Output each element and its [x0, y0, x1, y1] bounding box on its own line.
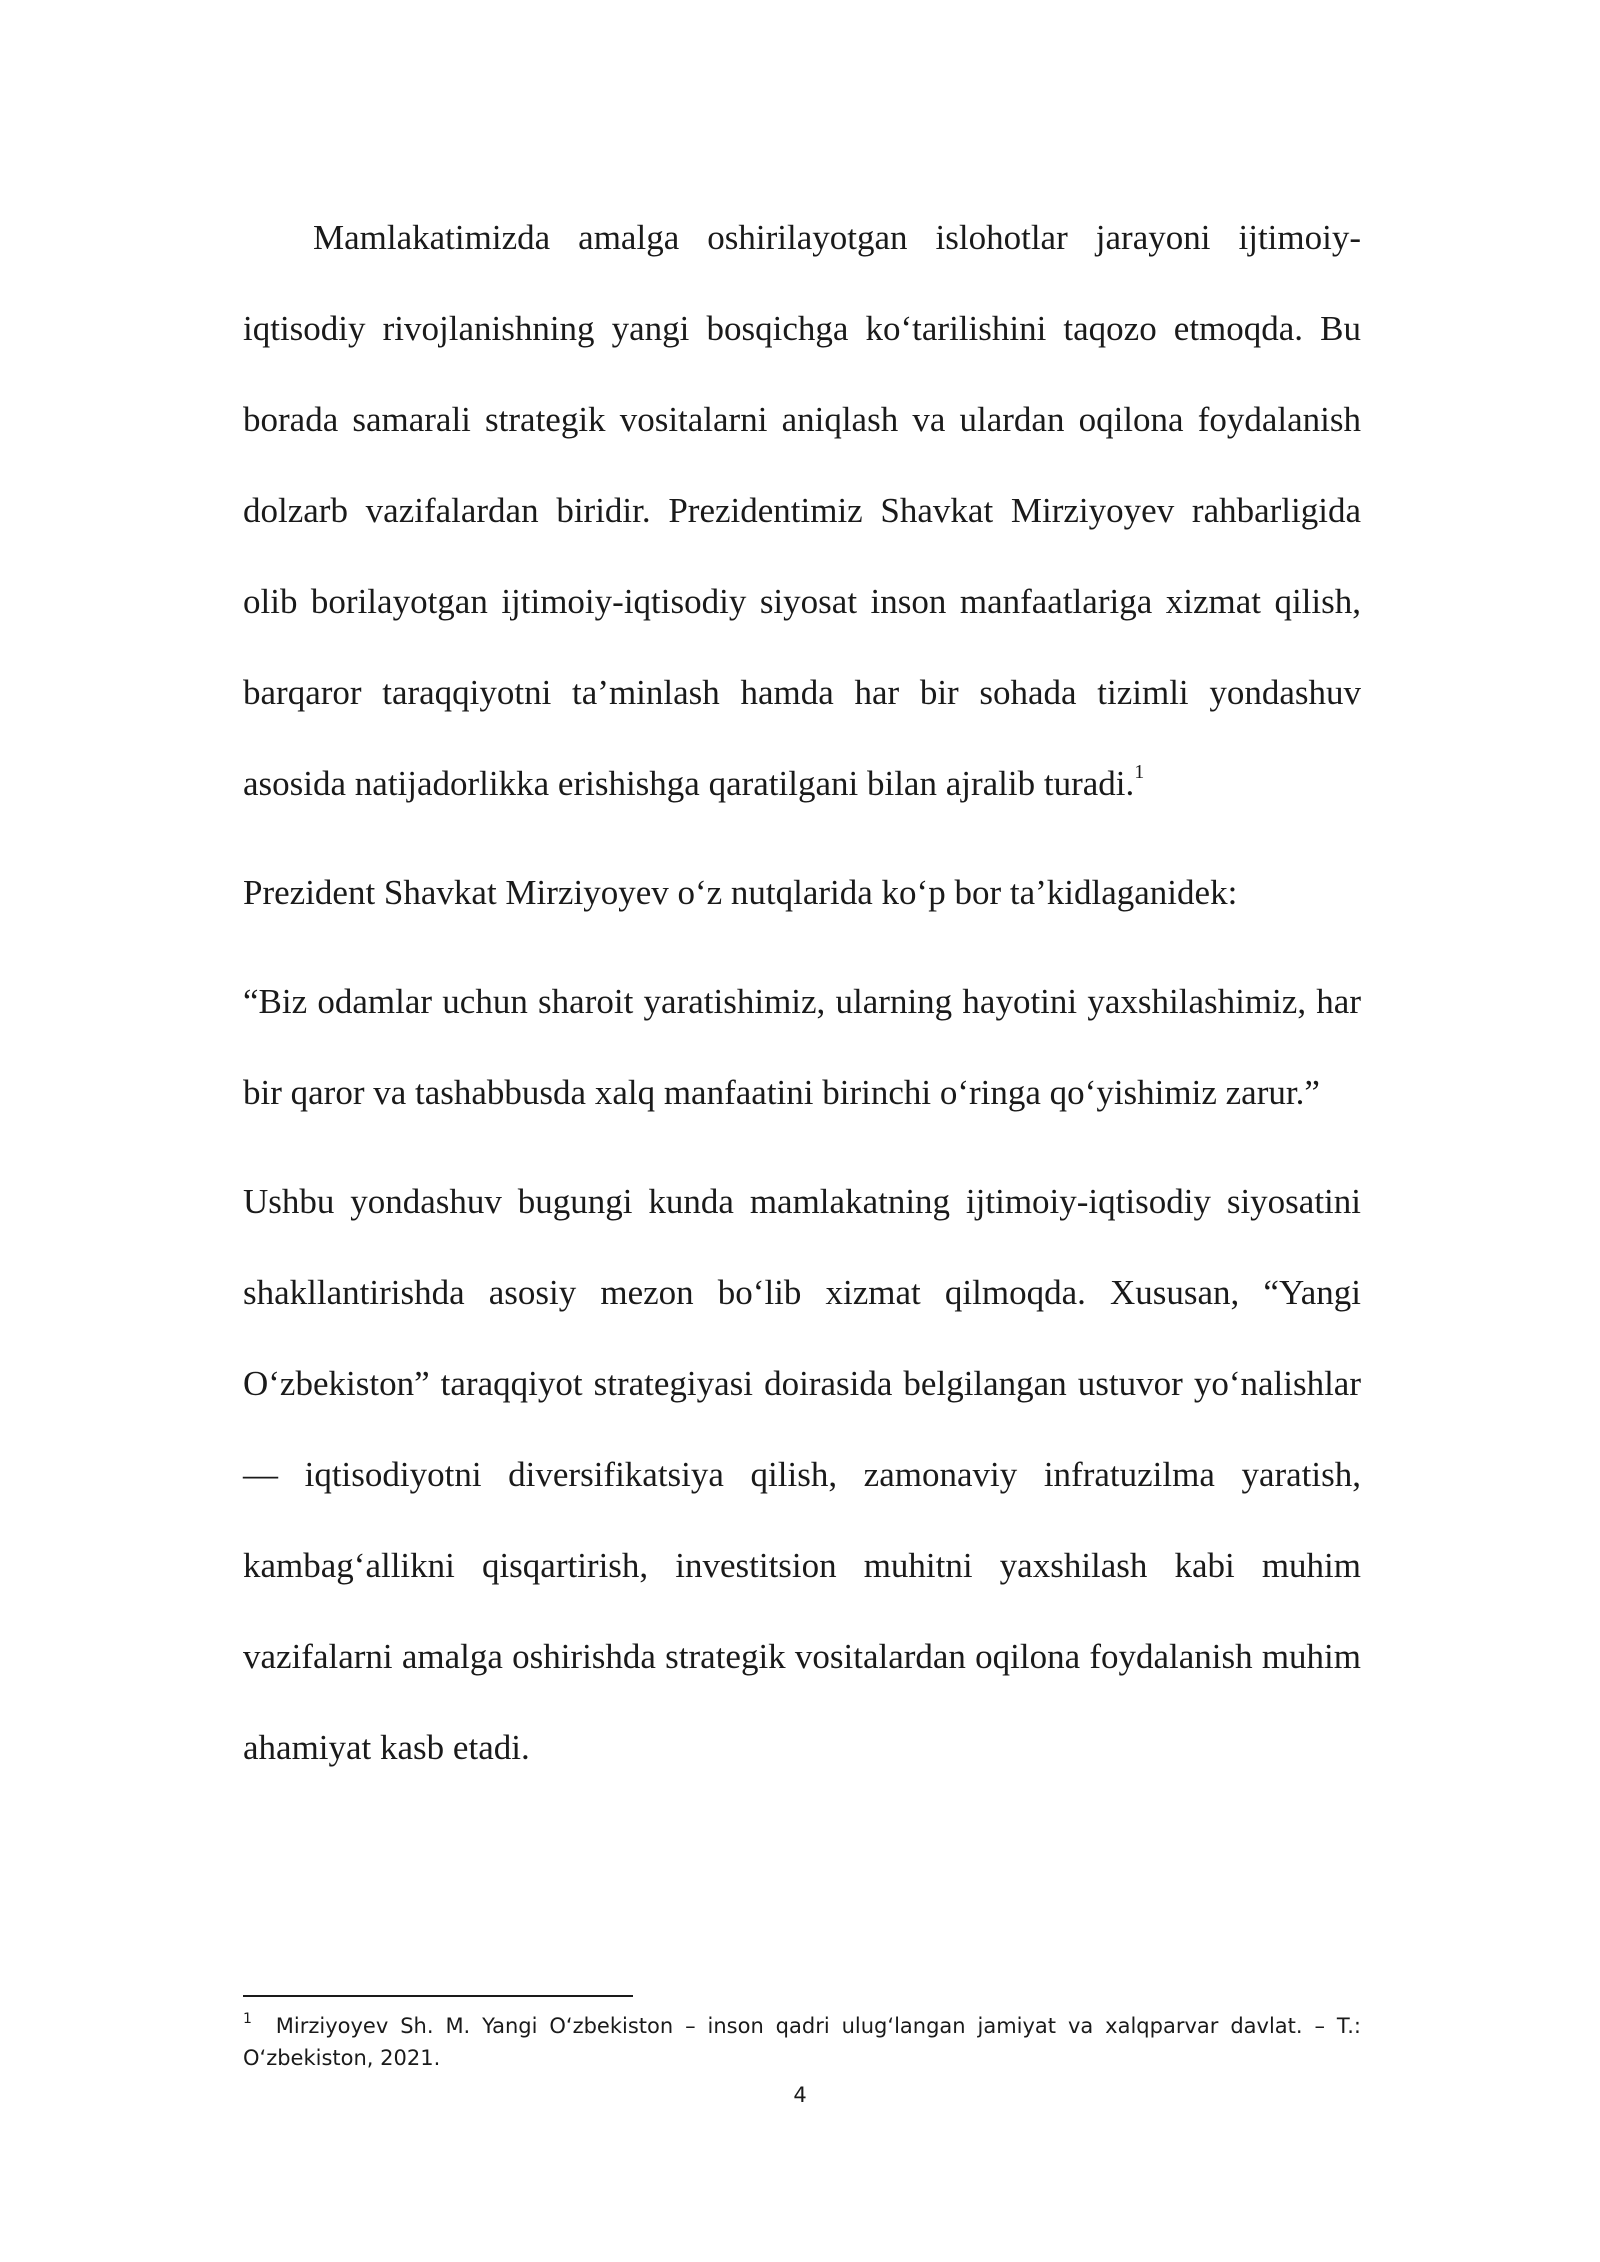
footnote-separator — [243, 1995, 633, 1997]
footnote-number: 1 — [243, 2011, 252, 2027]
paragraph-1 — [243, 192, 1361, 829]
body-text — [243, 192, 1361, 1793]
page-number: 4 — [793, 2083, 807, 2107]
footnote-text: Mirziyoyev Sh. M. Yangi O‘zbekiston – inson qadri ulug‘langan jamiyat va xalqparvar davlat. – T.: O‘zbekiston, 2021. — [243, 2014, 1361, 2070]
paragraph-3: Ushbu yondashuv bugungi kunda mamlakatning ijtimoiy-iqtisodiy siyosatini shakllantirishda asosiy mezon bo‘lib xizmat qilmoqda. Xususan, “Yangi O‘zbekiston” taraqqiyot strategiyasi doirasida belgilangan ustuvor yo‘nalishlar — iqtisodiyotni diversifikatsiya qilish, zamonaviy infratuzilma yaratish, kambag‘allikni qisqartirish, investitsion muhitni yaxshilash kabi muhim vazifalarni amalga oshirishda strategik vositalardan oqilona foydalanish muhim ahamiyat kasb etadi. — [243, 1182, 1361, 1767]
paragraph-1-text: Mamlakatimizda amalga oshirilayotgan islohotlar jarayoni ijtimoiy-iqtisodiy rivojlanishning yangi bosqichga ko‘tarilishini taqozo etmoqda. Bu borada samarali strategik vositalarni aniqlash va ulardan oqilona foydalanish dolzarb vazifalardan biridir. Prezidentimiz Shavkat Mirziyoyev rahbarligida olib borilayotgan ijtimoiy-iqtisodiy siyosat inson manfaatlariga xizmat qilish, barqaror taraqqiyotni ta’minlash hamda har bir sohada tizimli yondashuv asosida natijadorlikka erishishga qaratilgani bilan ajralib turadi. — [243, 218, 1361, 803]
quote-paragraph: “Biz odamlar uchun sharoit yaratishimiz, ularning hayotini yaxshilashimiz, har bir qaror va tashabbusda xalq manfaatini birinchi o‘ringa qo‘yishimiz zarur.” — [243, 982, 1361, 1112]
footnote — [243, 2010, 1361, 2074]
footnote-reference[interactable]: 1 — [1134, 761, 1145, 784]
paragraph-2: Prezident Shavkat Mirziyoyev o‘z nutqlarida ko‘p bor ta’kidlaganidek: — [243, 873, 1238, 912]
